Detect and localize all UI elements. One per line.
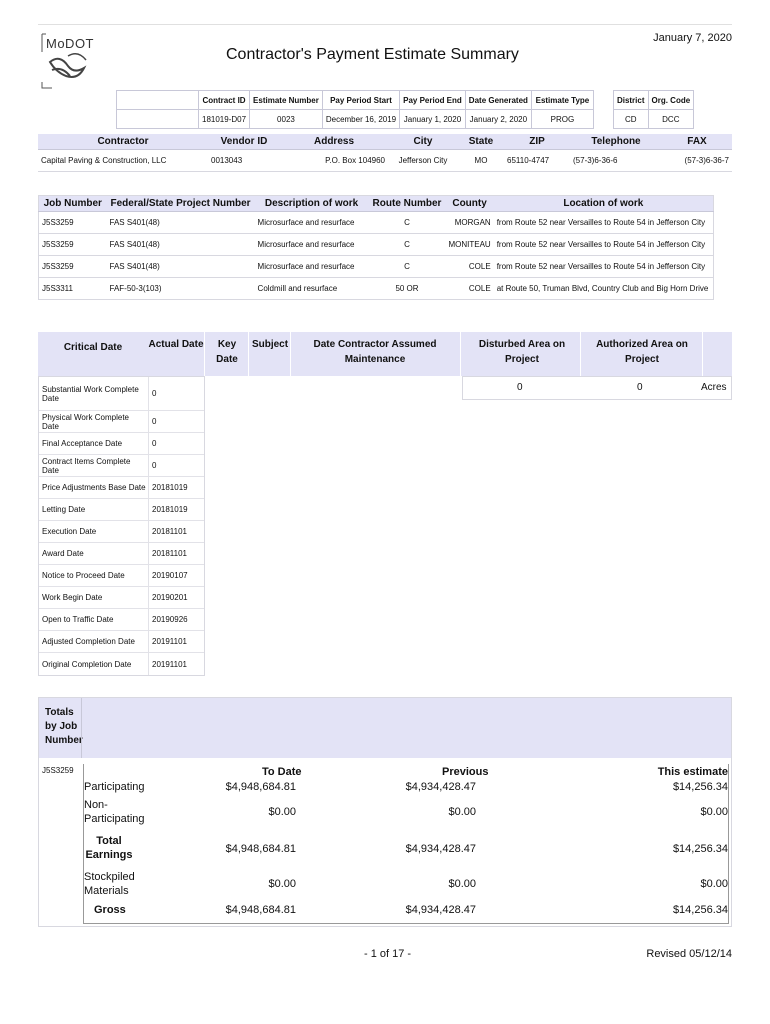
this-estimate-value: $0.00 <box>700 878 728 890</box>
to-date-value: $4,948,684.81 <box>225 843 296 855</box>
job-header-row <box>39 196 714 212</box>
critical-date-value: 20190107 <box>152 571 188 580</box>
critical-date-value: 0 <box>152 389 157 398</box>
summary-header: Estimate Type <box>531 91 593 110</box>
critical-date-label: Physical Work Complete Date <box>39 411 149 432</box>
summary-header: Org. Code <box>648 91 694 110</box>
work-description: Microsurface and resurface <box>255 256 369 278</box>
critical-date-row <box>39 543 204 565</box>
contractor-header: Telephone <box>570 134 662 150</box>
summary-value-row <box>117 110 694 129</box>
critical-date-row <box>39 411 204 433</box>
header-divider <box>204 332 205 376</box>
job-header: Federal/State Project Number <box>107 196 255 212</box>
page-number: - 1 of 17 - <box>364 948 412 960</box>
this-estimate-value: $0.00 <box>700 806 728 818</box>
job-number: J5S3311 <box>39 278 107 300</box>
fax: (57-3)6-36-7 <box>662 150 732 172</box>
contractor-value-row <box>38 150 732 172</box>
totals-table <box>83 764 729 924</box>
modot-logo <box>38 32 108 90</box>
contractor-header: Address <box>280 134 388 150</box>
this-estimate-value: $14,256.34 <box>672 904 728 916</box>
critical-date-row <box>39 455 204 477</box>
critical-date-row <box>39 653 204 675</box>
summary-value: 0023 <box>250 110 323 129</box>
to-date-value: $4,948,684.81 <box>225 904 296 916</box>
route-number: C <box>369 256 446 278</box>
critical-date-row <box>39 587 204 609</box>
critical-date-value: 0 <box>152 417 157 426</box>
job-row <box>39 212 714 234</box>
row-label: Participating <box>84 781 145 793</box>
critical-date-row <box>39 377 204 411</box>
critical-date-row <box>39 565 204 587</box>
state: MO <box>458 150 504 172</box>
summary-table <box>116 90 694 129</box>
summary-gap <box>593 110 613 129</box>
col-previous: Previous <box>442 766 489 778</box>
critical-date-value: 20181019 <box>152 505 188 514</box>
critical-date-label: Execution Date <box>39 521 149 542</box>
critical-date-value: 20190926 <box>152 615 188 624</box>
summary-value: December 16, 2019 <box>322 110 399 129</box>
job-header: County <box>445 196 493 212</box>
job-number: J5S3259 <box>39 212 107 234</box>
critical-date-label: Open to Traffic Date <box>39 609 149 630</box>
area-unit: Acres <box>701 382 727 393</box>
project-number: FAS S401(48) <box>107 256 255 278</box>
contractor-header: Contractor <box>38 134 208 150</box>
row-label: Non-Participating <box>84 799 145 825</box>
contractor-table <box>38 134 732 172</box>
disturbed-area-header: Disturbed Area on Project <box>478 339 566 365</box>
totals-section <box>38 697 732 927</box>
summary-value: CD <box>613 110 648 129</box>
job-row <box>39 278 714 300</box>
previous-value: $4,934,428.47 <box>405 904 476 916</box>
assumed-maintenance-header: Date Contractor Assumed Maintenance <box>313 339 437 365</box>
report-date: January 7, 2020 <box>653 32 732 44</box>
zip: 65110-4747 <box>504 150 570 172</box>
job-header: Description of work <box>255 196 369 212</box>
totals-job-number: J5S3259 <box>42 766 74 775</box>
logo-text: MoDOT <box>46 36 94 51</box>
critical-date-value: 0 <box>152 439 157 448</box>
critical-date-row <box>39 477 204 499</box>
critical-date-label: Final Acceptance Date <box>39 433 149 454</box>
job-number: J5S3259 <box>39 256 107 278</box>
critical-dates-header <box>38 332 732 376</box>
summary-header: Date Generated <box>465 91 531 110</box>
summary-gap <box>593 91 613 110</box>
route-number: C <box>369 234 446 256</box>
authorized-area-header: Authorized Area on Project <box>596 339 688 365</box>
job-table <box>38 195 714 300</box>
summary-header: Contract ID <box>199 91 250 110</box>
job-header: Route Number <box>369 196 446 212</box>
subject-header: Subject <box>251 339 289 350</box>
critical-date-row <box>39 631 204 653</box>
job-row <box>39 234 714 256</box>
county: MORGAN <box>445 212 493 234</box>
header-divider <box>460 332 461 376</box>
critical-date-value: 20191101 <box>152 637 187 646</box>
work-location: at Route 50, Truman Blvd, Country Club and Big Horn Drive <box>494 278 714 300</box>
city: Jefferson City <box>388 150 458 172</box>
disturbed-area-value: 0 <box>517 382 523 393</box>
summary-header: Estimate Number <box>250 91 323 110</box>
this-estimate-value: $14,256.34 <box>672 781 728 793</box>
critical-date-row <box>39 521 204 543</box>
county: MONITEAU <box>445 234 493 256</box>
summary-header: Pay Period End <box>400 91 466 110</box>
top-divider <box>38 24 732 25</box>
area-values-row <box>462 376 732 400</box>
telephone: (57-3)6-36-6 <box>570 150 662 172</box>
critical-date-label: Contract Items Complete Date <box>39 455 149 476</box>
totals-header-divider <box>81 698 82 758</box>
job-header: Location of work <box>494 196 714 212</box>
page-title: Contractor's Payment Estimate Summary <box>226 46 519 63</box>
header-divider <box>580 332 581 376</box>
critical-date-label: Notice to Proceed Date <box>39 565 149 586</box>
critical-date-row <box>39 609 204 631</box>
summary-value: January 2, 2020 <box>465 110 531 129</box>
actual-date-header: Actual Date <box>148 339 204 350</box>
contractor-header-row <box>38 134 732 150</box>
summary-value: DCC <box>648 110 694 129</box>
critical-date-header: Critical Date <box>63 342 123 353</box>
project-number: FAS S401(48) <box>107 212 255 234</box>
work-location: from Route 52 near Versailles to Route 54 in Jefferson City <box>494 234 714 256</box>
summary-header: District <box>613 91 648 110</box>
summary-value: 181019-D07 <box>199 110 250 129</box>
critical-date-row <box>39 433 204 455</box>
col-this-estimate: This estimate <box>657 766 728 778</box>
this-estimate-value: $14,256.34 <box>672 843 728 855</box>
route-number: 50 OR <box>369 278 446 300</box>
critical-date-label: Price Adjustments Base Date <box>39 477 149 498</box>
previous-value: $0.00 <box>448 878 476 890</box>
summary-header-row <box>117 91 694 110</box>
to-date-value: $0.00 <box>268 806 296 818</box>
critical-date-label: Adjusted Completion Date <box>39 631 149 652</box>
summary-blank-cell <box>117 110 199 129</box>
vendor-id: 0013043 <box>208 150 280 172</box>
critical-date-value: 20181019 <box>152 483 188 492</box>
summary-blank-cell <box>117 91 199 110</box>
work-location: from Route 52 near Versailles to Route 54 in Jefferson City <box>494 256 714 278</box>
job-header: Job Number <box>39 196 107 212</box>
previous-value: $4,934,428.47 <box>405 843 476 855</box>
critical-date-value: 20191101 <box>152 659 187 669</box>
to-date-value: $0.00 <box>268 878 296 890</box>
summary-header: Pay Period Start <box>322 91 399 110</box>
header-divider <box>248 332 249 376</box>
authorized-area-value: 0 <box>637 382 643 393</box>
project-number: FAS S401(48) <box>107 234 255 256</box>
contractor-header: Vendor ID <box>208 134 280 150</box>
contractor-header: City <box>388 134 458 150</box>
critical-date-label: Work Begin Date <box>39 587 149 608</box>
county: COLE <box>445 278 493 300</box>
critical-date-label: Original Completion Date <box>39 653 149 675</box>
county: COLE <box>445 256 493 278</box>
row-label: Total Earnings <box>85 835 133 861</box>
project-number: FAF-50-3(103) <box>107 278 255 300</box>
job-row <box>39 256 714 278</box>
work-description: Microsurface and resurface <box>255 212 369 234</box>
summary-value: January 1, 2020 <box>400 110 466 129</box>
contractor-header: ZIP <box>504 134 570 150</box>
summary-value: PROG <box>531 110 593 129</box>
header-divider <box>290 332 291 376</box>
job-number: J5S3259 <box>39 234 107 256</box>
key-date-header: Key Date <box>216 339 238 365</box>
col-to-date: To Date <box>262 766 302 778</box>
totals-header-label: Totals by Job Number <box>45 707 83 746</box>
critical-date-value: 20181101 <box>152 527 187 536</box>
header-divider <box>702 332 703 376</box>
contractor-header: State <box>458 134 504 150</box>
previous-value: $0.00 <box>448 806 476 818</box>
critical-date-value: 20190201 <box>152 593 188 602</box>
work-location: from Route 52 near Versailles to Route 54 in Jefferson City <box>494 212 714 234</box>
critical-date-value: 20181101 <box>152 549 187 558</box>
row-label: Stockpiled Materials <box>84 871 135 897</box>
revision-date: Revised 05/12/14 <box>646 948 732 960</box>
address: P.O. Box 104960 <box>280 150 388 172</box>
critical-date-value: 0 <box>152 461 157 470</box>
previous-value: $4,934,428.47 <box>405 781 476 793</box>
contractor-header: FAX <box>662 134 732 150</box>
to-date-value: $4,948,684.81 <box>225 781 296 793</box>
work-description: Microsurface and resurface <box>255 234 369 256</box>
critical-date-label: Substantial Work Complete Date <box>39 377 149 410</box>
critical-date-row <box>39 499 204 521</box>
critical-date-label: Letting Date <box>39 499 149 520</box>
critical-date-label: Award Date <box>39 543 149 564</box>
work-description: Coldmill and resurface <box>255 278 369 300</box>
totals-header <box>39 698 731 758</box>
contractor-name: Capital Paving & Construction, LLC <box>38 150 208 172</box>
row-label: Gross <box>94 904 126 916</box>
critical-dates-list <box>38 376 205 676</box>
route-number: C <box>369 212 446 234</box>
